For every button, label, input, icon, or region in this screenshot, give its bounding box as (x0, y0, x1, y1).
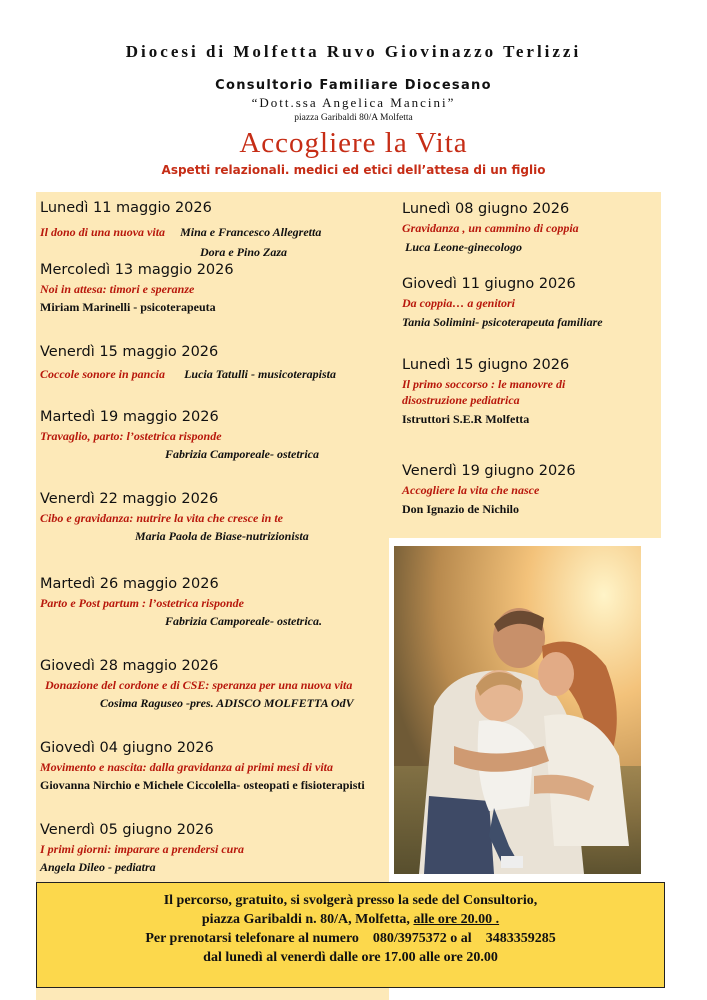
diocese-heading: Diocesi di Molfetta Ruvo Giovinazzo Terlizzi (125, 42, 582, 61)
event-title: I primi giorni: imparare a prendersi cura (40, 842, 245, 856)
event-12 (402, 463, 576, 517)
event-1 (40, 262, 234, 315)
event-speaker: Fabrizia Camporeale- ostetrica. (165, 614, 322, 628)
event-date: Martedì 26 maggio 2026 (40, 576, 219, 592)
event-title: Travaglio, parto: l’ostetrica risponde (40, 429, 222, 443)
event-8 (40, 822, 244, 875)
footer-line (37, 929, 664, 948)
event-date: Martedì 19 maggio 2026 (40, 409, 219, 425)
event-speaker: Cosima Raguseo -pres. ADISCO MOLFETTA OdV (100, 696, 354, 710)
event-11 (402, 357, 569, 427)
event-0 (40, 200, 212, 216)
event-0-body (40, 221, 390, 240)
address-line: piazza Garibaldi 80/A Molfetta (294, 113, 413, 123)
event-6 (40, 658, 354, 711)
event-date: Venerdì 05 giugno 2026 (40, 822, 214, 838)
event-speaker: Lucia Tatulli - musicoterapista (184, 367, 336, 381)
event-5 (40, 576, 322, 629)
footer-or: o al (450, 931, 472, 946)
phone-number-2: 3483359285 (485, 931, 556, 946)
event-9 (402, 201, 579, 255)
event-date: Giovedì 28 maggio 2026 (40, 658, 219, 674)
footer-address: piazza Garibaldi n. 80/A, Molfetta, (201, 912, 410, 927)
event-date: Giovedì 11 giugno 2026 (402, 276, 576, 292)
event-date: Lunedì 15 giugno 2026 (402, 357, 570, 373)
footer-time: alle ore 20.00 . (413, 912, 500, 927)
info-footer (36, 882, 665, 988)
event-speaker: Giovanna Nirchio e Michele Ciccolella- osteopati e fisioterapisti (40, 778, 365, 792)
event-10 (402, 276, 603, 330)
event-title: Donazione del cordone e di CSE: speranza per una nuova vita (45, 678, 353, 692)
event-7 (40, 740, 365, 793)
event-2 (40, 344, 336, 382)
event-title: Movimento e nascita: dalla gravidanza ai primi mesi di vita (40, 760, 333, 774)
page-title: Accogliere la Vita (239, 127, 468, 159)
event-title: Cibo e gravidanza: nutrire la vita che cresce in te (40, 511, 283, 525)
event-title: Il dono di una nuova vita (40, 225, 166, 239)
event-date: Giovedì 04 giugno 2026 (40, 740, 214, 756)
event-date: Venerdì 19 giugno 2026 (402, 463, 576, 479)
event-0-body2 (200, 241, 287, 260)
event-speaker: Miriam Marinelli - psicoterapeuta (40, 300, 216, 314)
footer-line (37, 910, 664, 929)
event-speaker: Istruttori S.E.R Molfetta (402, 412, 530, 426)
event-title: Gravidanza , un cammino di coppia (402, 221, 579, 235)
event-date: Venerdì 15 maggio 2026 (40, 344, 219, 360)
event-3 (40, 409, 319, 462)
event-title-line2: disostruzione pediatrica (402, 393, 520, 407)
footer-phone-label: Per prenotarsi telefonare al numero (145, 931, 359, 946)
event-4 (40, 491, 309, 544)
event-speaker: Fabrizia Camporeale- ostetrica (165, 447, 319, 461)
event-speaker: Luca Leone-ginecologo (405, 240, 522, 254)
footer-line: dal lunedì al venerdì dalle ore 17.00 alle ore 20.00 (203, 950, 498, 965)
consultorio-heading: Consultorio Familiare Diocesano (215, 78, 492, 93)
footer-line: Il percorso, gratuito, si svolgerà presso la sede del Consultorio, (163, 893, 538, 908)
event-speaker: Maria Paola de Biase-nutrizionista (135, 529, 309, 543)
family-hug-photo (394, 546, 641, 874)
event-date: Mercoledì 13 maggio 2026 (40, 262, 234, 278)
event-title: Noi in attesa: timori e speranze (40, 282, 195, 296)
page-subtitle: Aspetti relazionali. medici ed etici dell’attesa di un figlio (161, 163, 546, 177)
phone-number-1: 080/3975372 (372, 931, 447, 946)
event-date: Lunedì 08 giugno 2026 (402, 201, 570, 217)
event-speaker: Dora e Pino Zaza (200, 245, 287, 259)
event-speaker: Mina e Francesco Allegretta (180, 225, 322, 239)
event-title: Accogliere la vita che nasce (402, 483, 540, 497)
event-date: Lunedì 11 maggio 2026 (40, 200, 212, 216)
event-title: Coccole sonore in pancia (40, 367, 165, 381)
event-title: Parto e Post partum : l’ostetrica risponde (40, 596, 244, 610)
event-speaker: Angela Dileo - pediatra (40, 860, 156, 874)
event-date: Venerdì 22 maggio 2026 (40, 491, 219, 507)
event-speaker: Tania Solimini- psicoterapeuta familiare (402, 315, 603, 329)
event-title: Il primo soccorso : le manovre di (402, 377, 566, 391)
event-speaker: Don Ignazio de Nichilo (402, 502, 520, 516)
event-title: Da coppia… a genitori (402, 296, 515, 310)
dottoressa-name: “Dott.ssa Angelica Mancini” (251, 95, 456, 110)
